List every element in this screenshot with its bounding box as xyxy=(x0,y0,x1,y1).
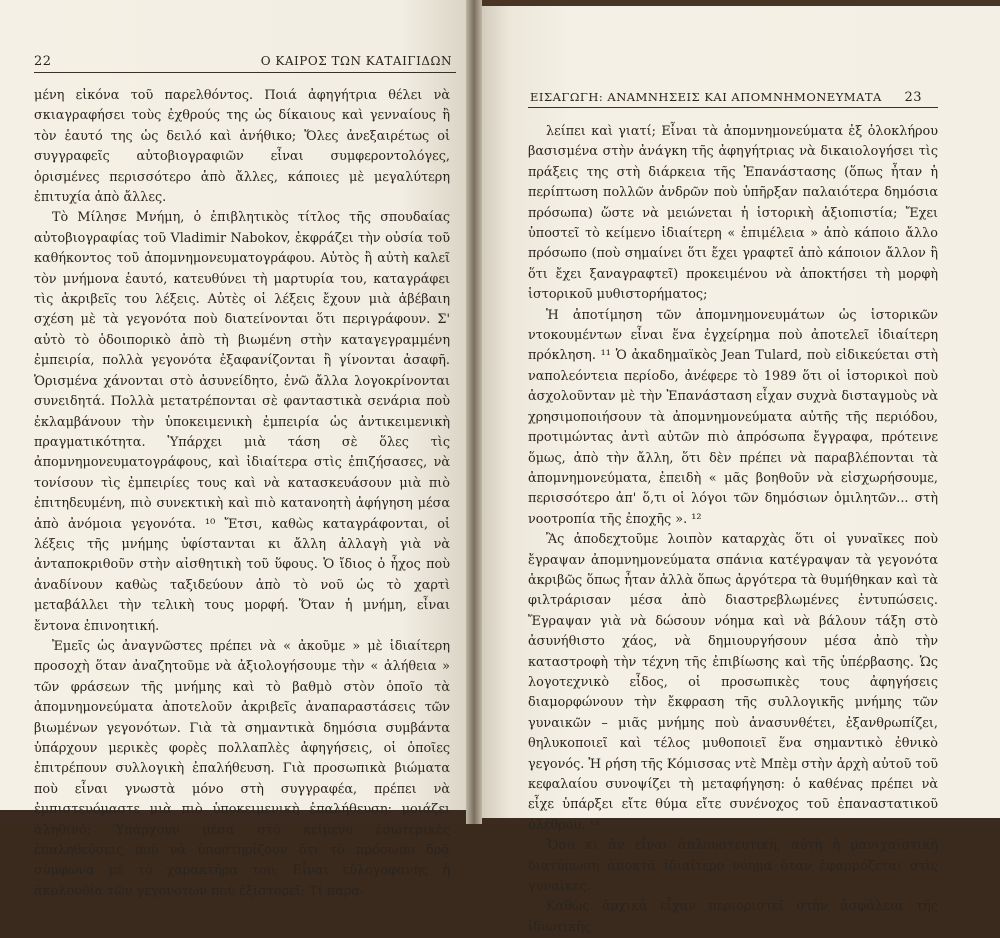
book-gutter xyxy=(466,0,482,824)
paragraph: Ὅσο κι ἂν εἶναι ἁπλουστευτική, αὐτὴ ἡ μανιχαϊστικὴ διατύπωση ἀποκτᾶ ἰδιαίτερο νόημα ὅταν ἐφαρμόζεται στὶς γυναῖκες. xyxy=(528,838,938,895)
right-running-title: ΕΙΣΑΓΩΓΗ: ΑΝΑΜΝΗΣΕΙΣ ΚΑΙ ΑΠΟΜΝΗΜΟΝΕΥΜΑΤΑ xyxy=(530,90,882,104)
paragraph: Ἐμεῖς ὡς ἀναγνῶστες πρέπει νὰ « ἀκοῦμε » μὲ ἰδιαίτερη προσοχὴ ὅταν ἀναζητοῦμε νὰ ἀξιολογήσουμε τὴν « ἀλήθεια » τῶν φράσεων τῆς μνήμης καὶ τὸ βαθμὸ στὸν ὁποῖο τὰ ἀπομνημονεύματα ἀποτελοῦν ἀκριβεῖς ἀναπαραστάσεις τῶν βιωμένων γεγονότων. Γιὰ τὰ σημαντικὰ δημόσια συμβάντα ὑπάρχουν μερικὲς φορὲς πολλαπλὲς ἀφηγήσεις, οἱ ὁποῖες ἐπιτρέπουν συλλογικὴ ἐπαλήθευση. Γιὰ προσωπικὰ βιώματα ποὺ εἶναι γνωστὰ μόνο στὴ συγγραφέα, πρέπει νὰ ἐμπιστευόμαστε μιὰ πιὸ ὑποκειμενικὴ ἐπαλήθευση: μοιάζει ἀληθινό; Ὑπάρχουν μέσα στὸ κείμενο ἐσωτερικὲς ἐπαληθεύσεις ποὺ νὰ ὑποστηρίζουν ὅτι τὸ πρόσωπο δρᾷ σύμφωνα μὲ τὸ χαρακτῆρα του; Εἶναι εὐλογοφανὴς ἡ ἀκολουθία τῶν γεγονότων ποὺ ἐξιστορεῖ; Τί παρα- xyxy=(34,638,450,899)
paragraph: Ἂς ἀποδεχτοῦμε λοιπὸν καταρχὰς ὅτι οἱ γυναῖκες ποὺ ἔγραψαν ἀπομνημονεύματα σπάνια κατέγραψαν τὰ γεγονότα ἀκριβῶς ὅπως ἦταν ἀλλὰ ὅπως ἀργότερα τὰ θυμήθηκαν καὶ τὰ φιλτράρισαν μέσα ἀπὸ διαστρεβλωμένες ἐντυπώσεις. Ἔγραψαν γιὰ νὰ δώσουν νόημα καὶ νὰ βάλουν τάξη στὸ ἀσυνήθιστο χάος, νὰ δημιουργήσουν μέσα ἀπὸ τὴν καταστροφὴ τὴν τέχνη τῆς ἐπιβίωσης καὶ τῆς ὑπέρβασης. Ὡς λογοτεχνικὸ εἶδος, οἱ προσωπικὲς τους ἀφηγήσεις διαμορφώνουν τὴν ἔκφραση τῆς συλλογικῆς μνήμης τῶν γυναικῶν – μιᾶς μνήμης ποὺ ἀνασυνθέτει, ἐξανθρωπίζει, θηλυκοποιεῖ καὶ τέλος μυθοποιεῖ ἕνα σημαντικὸ ἐθνικὸ γεγονός. Ἡ ρήση τῆς Κόμισσας ντὲ Μπὲμ στὴν ἀρχὴ αὐτοῦ τοῦ κεφαλαίου συνοψίζει τὴ μεταφήγηση: ὁ καθένας πρέπει νὰ εἶχε ὑπάρξει εἴτε θύμα εἴτε συνένοχος τοῦ ἐπαναστατικοῦ ὀλέθρου. ¹³ xyxy=(528,532,938,833)
left-body-text xyxy=(34,86,450,902)
paragraph: λείπει καὶ γιατί; Εἶναι τὰ ἀπομνημονεύματα ἐξ ὁλοκλήρου βασισμένα στὴν ἀνάγκη τῆς ἀφηγήτριας νὰ δικαιολογήσει τὶς πράξεις της στὴ διάρκεια τῆς Ἐπανάστασης (ὅπως ἦταν ἡ περίπτωση πολλῶν ἀνδρῶν ποὺ ὑπῆρξαν παλαιότερα δημόσια πρόσωπα) ὥστε νὰ μειώνεται ἡ ἱστορικὴ ἀξιοπιστία; Ἔχει ὑποστεῖ τὸ κείμενο ἰδιαίτερη « ἐπιμέλεια » ἀπὸ κάποιο ἄλλο πρόσωπο (ποὺ σημαίνει ὅτι ἔχει γραφτεῖ ἀπὸ κάποιον ἄλλον ἢ ὅτι ἔχει ξαναγραφτεῖ) προκειμένου νὰ ἀποκτήσει τὴ μορφὴ ἱστορικοῦ μυθιστορήματος; xyxy=(528,124,938,303)
right-body-text xyxy=(528,122,938,938)
right-page-number: 23 xyxy=(904,90,922,105)
right-header-rule xyxy=(528,107,938,108)
left-page xyxy=(0,0,470,899)
left-header-rule xyxy=(34,72,456,73)
left-page-number: 22 xyxy=(34,54,52,69)
left-running-title: Ο ΚΑΙΡΟΣ ΤΩΝ ΚΑΤΑΙΓΙΔΩΝ xyxy=(260,54,452,68)
paragraph: Ἡ ἀποτίμηση τῶν ἀπομνημονευμάτων ὡς ἱστορικῶν ντοκουμέντων εἶναι ἕνα ἐγχείρημα ποὺ ἀποτελεῖ ἰδιαίτερη πρόκληση. ¹¹ Ὁ ἀκαδημαϊκὸς Jean Tulard, ποὺ εἰδικεύεται στὴ ναπολεόντεια περίοδο, ἀνέφερε τὸ 1989 ὅτι οἱ ἱστορικοὶ ποὺ ἀσχολοῦνταν μὲ τὴν Ἐπανάσταση εἶχαν συχνὰ δισταγμοὺς νὰ χρησιμοποιήσουν τὰ ἀπομνημονεύματα αὐτῆς τῆς περιόδου, προτιμώντας ἀντὶ αὐτῶν πιὸ ἀπρόσωπα ἔγγραφα, πρότεινε ὅμως, ἀπὸ τὴν ἄλλη, ὅτι δὲν πρέπει νὰ παραβλέπονται τὰ ἀπομνημονεύματα, ἐπειδὴ « μᾶς βοηθοῦν νὰ εἰσχωρήσουμε, περισσότερο ἀπ' ὅ,τι οἱ λόγοι τῶν δημόσιων ὁμιλητῶν... στὴ νοοτροπία τῆς ἐποχῆς ». ¹² xyxy=(528,307,938,527)
paragraph: μένη εἰκόνα τοῦ παρελθόντος. Ποιά ἀφηγήτρια θέλει νὰ σκιαγραφήσει τοὺς ἐχθρούς της ὡς δίκαιους καὶ γενναίους ἢ τὸν ἑαυτό της ὡς δειλό καὶ ἀνήθικο; Ὅλες ἀνεξαιρέτως οἱ συγγραφεῖς αὐτοβιογραφιῶν εἶναι συμφεροντολόγες, ὁρισμένες περισσότερο ἀπὸ ἄλλες, κάποιες μὲ μεγαλύτερη ἐπιτυχία ἀπὸ ἄλλες. xyxy=(34,88,450,206)
paragraph: Καθὼς ἀρχικὰ εἶχαν περιοριστεῖ στὴν ἀσφάλεια τῆς ἰδιωτικῆς xyxy=(528,899,938,935)
right-page xyxy=(478,6,1000,935)
left-running-head xyxy=(0,0,470,69)
paragraph: Τὸ Μίλησε Μνήμη, ὁ ἐπιβλητικὸς τίτλος τῆς σπουδαίας αὐτοβιογραφίας τοῦ Vladimir Nabokov, ἐκφράζει τὴν οὐσία τοῦ καθήκοντος τοῦ ἀπομνημονευματογράφου. Αὐτὸς ἢ αὐτὴ καλεῖ τὸν μνήμονα ἑαυτό, κατευθύνει τὴ μαρτυρία του, καταγράφει τὶς ἀκριβεῖς του λέξεις. Αὐτὲς οἱ λέξεις ἔχουν μιὰ ἀβέβαιη σχέση μὲ τὰ γεγονότα ποὺ διατείνονται ὅτι περιγράφουν. Σ' αὐτὸ τὸ ὁδοιπορικὸ ἀπὸ τὴ βιωμένη στὴν καταγεγραμμένη ἐμπειρία, πολλὰ γεγονότα ἐξαφανίζονται ἢ γίνονται ἀσαφῆ. Ὁρισμένα χάνονται στὸ ἀσυνείδητο, ἐνῶ ἄλλα λογοκρίνονται συνειδητά. Πολλὰ μετατρέπονται σὲ φανταστικὰ σενάρια ποὺ ἐκλαμβάνουν τὴν ὑποκειμενικὴ ἐμπειρία ὡς ἀντικειμενικὴ πραγματικότητα. Ὑπάρχει μιὰ τάση σὲ ὅλες τὶς ἀπομνημονευματογράφους, καὶ ἰδιαίτερα στὶς ἐπιζήσασες, νὰ τονίσουν τὶς ἐμπειρίες τους καὶ νὰ κατασκευάσουν μιὰ πιὸ ἐπιτηδευμένη, πιὸ συνεκτικὴ καὶ πιὸ κατανοητὴ ἀφήγηση μέσα ἀπὸ ἀνόμοια γεγονότα. ¹⁰ Ἔτσι, καθὼς καταγράφονται, οἱ λέξεις τῆς μνήμης ὑφίστανται κι ἄλλη ἀλλαγὴ γιὰ νὰ ἀνταποκριθοῦν στὴν αἰσθητικὴ τοῦ ὕφους. Ὁ ἴδιος ὁ ἦχος ποὺ ἀναδίνουν καθὼς ταξιδεύουν ἀπὸ τὸ νοῦ ὡς τὸ χαρτὶ μεταβάλλει τὴν τελικὴ τους μορφή. Ὅταν ἡ μνήμη, εἶναι ἔντονα ἐπινοητική. xyxy=(34,210,450,634)
right-running-head xyxy=(478,6,1000,105)
